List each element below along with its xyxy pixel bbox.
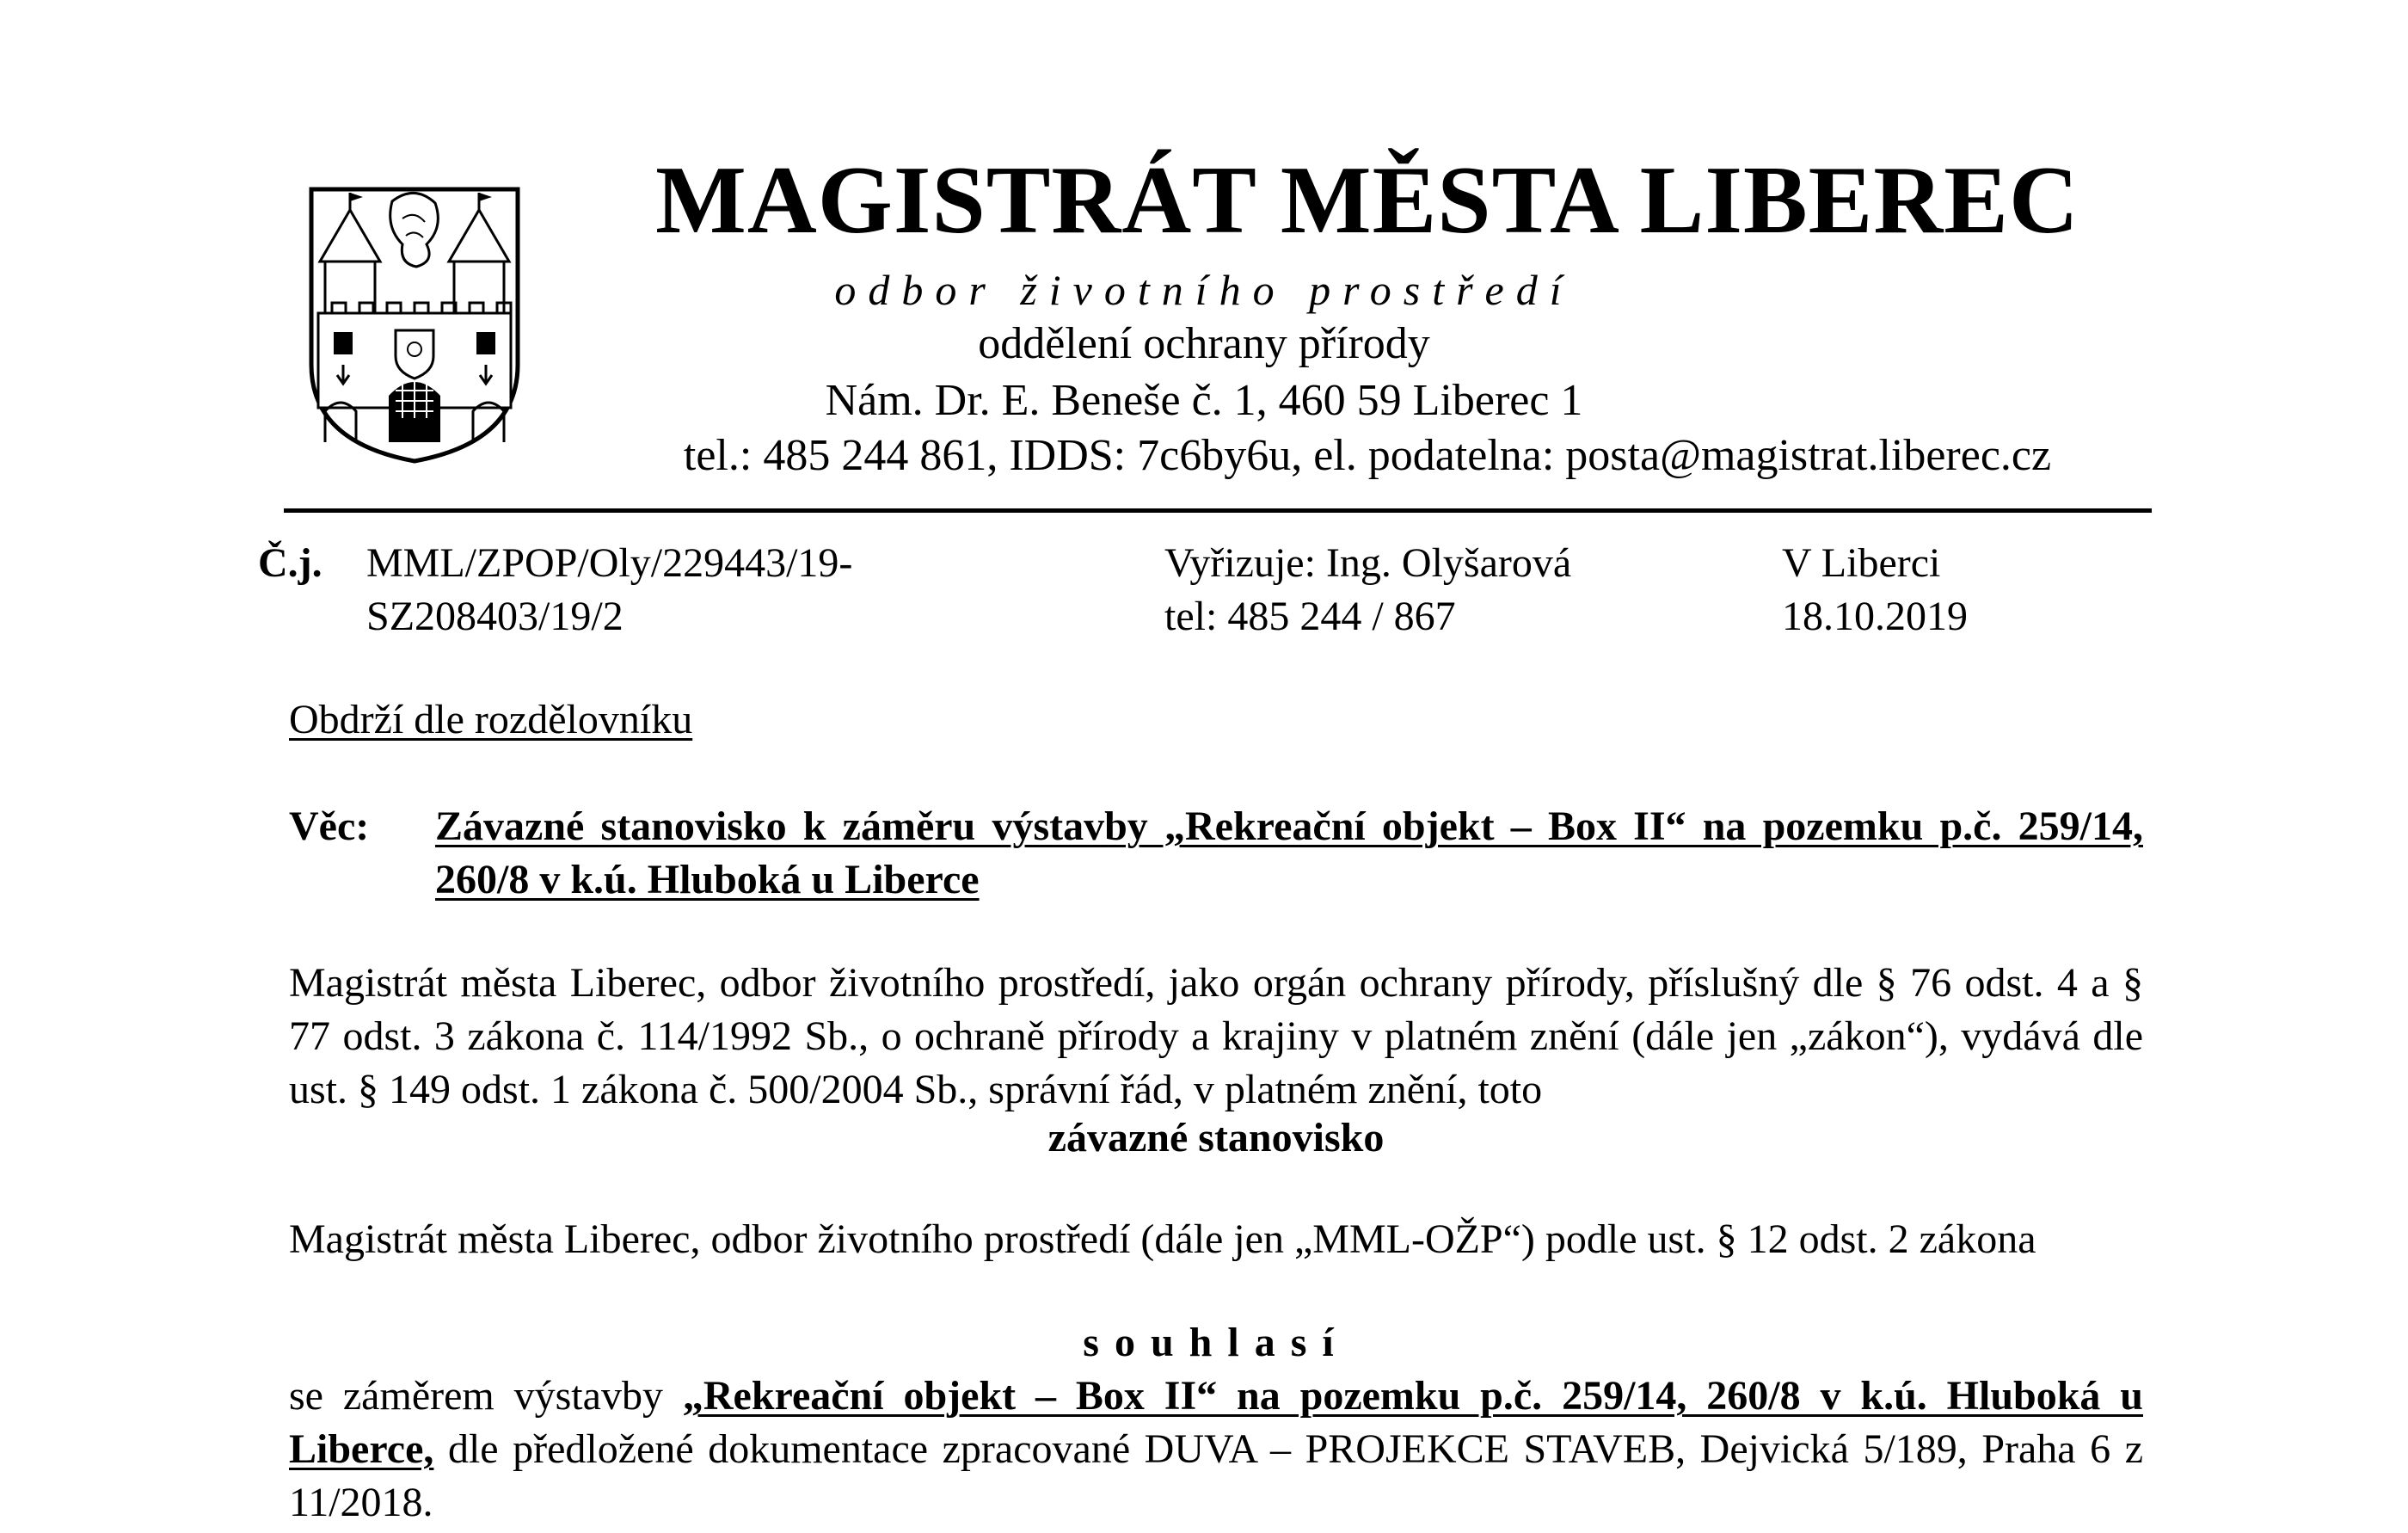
paragraph-3 bbox=[289, 1370, 2143, 1530]
paragraph-3-project: „Rekreační objekt – Box II“ na pozemku p.č. 259/14, 260/8 v k.ú. Hluboká u Liberce, bbox=[289, 1373, 2144, 1472]
paragraph-3-rest: dle předložené dokumentace zpracované DUVA – PROJEKCE STAVEB, Dejvická 5/189, Praha 6 z 11/2018. bbox=[289, 1426, 2143, 1525]
reference-number-line1: MML/ZPOP/Oly/229443/19- bbox=[366, 540, 853, 586]
heading-agrees: souhlasí bbox=[1083, 1320, 1349, 1365]
place-and-date bbox=[1782, 537, 1968, 643]
subject-text bbox=[435, 800, 2143, 907]
date: 18.10.2019 bbox=[1782, 594, 1968, 639]
subject-label: Věc: bbox=[289, 803, 370, 849]
handler-info bbox=[1164, 537, 1571, 643]
handler-name: Vyřizuje: Ing. Olyšarová bbox=[1164, 540, 1572, 586]
department-name: odbor životního prostředí bbox=[834, 266, 1574, 314]
recipients-line bbox=[289, 693, 2143, 747]
place: V Liberci bbox=[1782, 540, 1941, 586]
header-divider bbox=[284, 508, 2152, 513]
paragraph-3-intro: se záměrem výstavby bbox=[289, 1373, 683, 1419]
office-address: Nám. Dr. E. Beneše č. 1, 460 59 Liberec 1 bbox=[825, 376, 1583, 425]
reference-number bbox=[366, 537, 968, 643]
subdepartment-name: oddělení ochrany přírody bbox=[978, 319, 1430, 368]
paragraph-1: Magistrát města Liberec, odbor životního prostředí, jako orgán ochrany přírody, příslušný dle § 76 odst. 4 a § 77 odst. 3 zákona č. 114/1992 Sb., o ochraně přírody a krajiny v platném znění (dále jen „zákon“), vydává dle ust. § 149 odst. 1 zákona č. 500/2004 Sb., správní řád, v platném znění, toto bbox=[289, 960, 2143, 1112]
heading-binding-opinion: závazné stanovisko bbox=[1047, 1115, 1385, 1161]
subject-text-content: Závazné stanovisko k záměru výstavby „Rekreační objekt – Box II“ na pozemku p.č. 259/14, 260/8 v k.ú. Hluboká u Liberce bbox=[435, 803, 2143, 902]
handler-phone: tel: 485 244 / 867 bbox=[1164, 594, 1456, 639]
paragraph-2: Magistrát města Liberec, odbor životního prostředí (dále jen „MML-OŽP“) podle ust. § 12 odst. 2 zákona bbox=[289, 1216, 2036, 1262]
recipients-text: Obdrží dle rozdělovníku bbox=[289, 697, 693, 742]
reference-number-line2: SZ208403/19/2 bbox=[366, 594, 624, 639]
office-contact: tel.: 485 244 861, IDDS: 7c6by6u, el. podatelna: posta@magistrat.liberec.cz bbox=[683, 431, 2052, 480]
office-title: MAGISTRÁT MĚSTA LIBEREC bbox=[655, 147, 2079, 254]
reference-number-label: Č.j. bbox=[258, 540, 322, 586]
